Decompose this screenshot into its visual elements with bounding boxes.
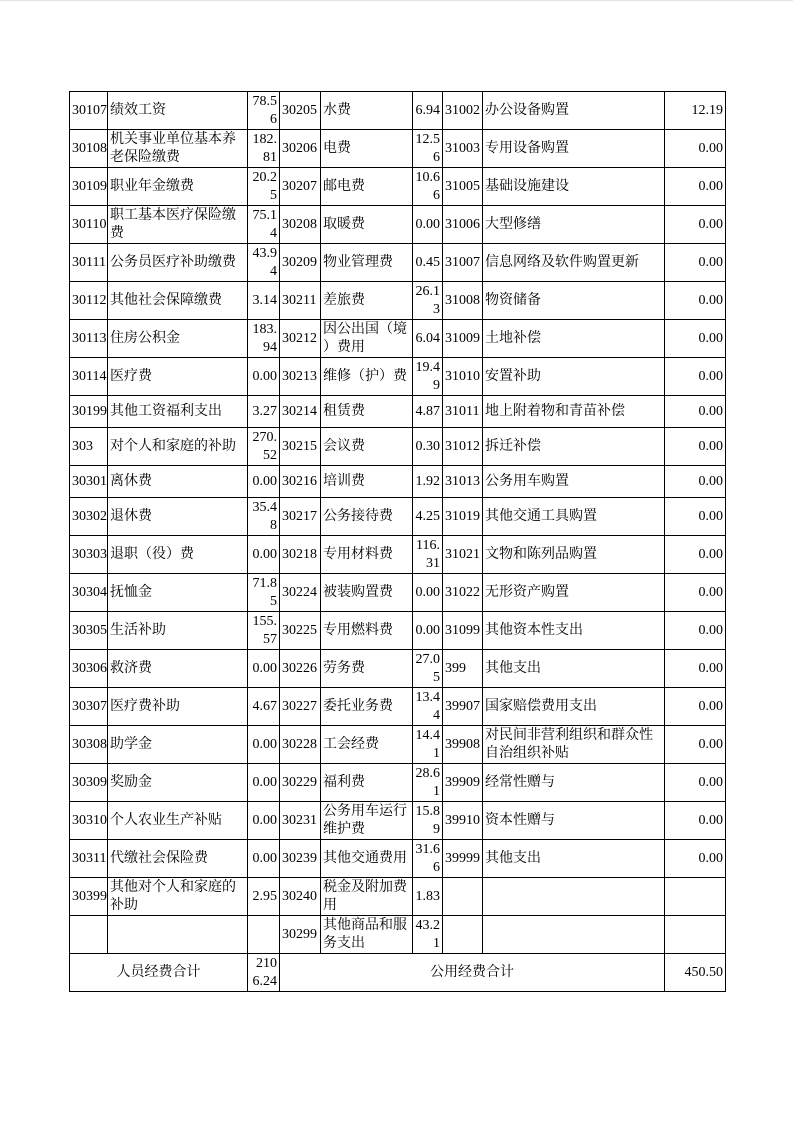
item-value-cell: 3.27 (248, 396, 280, 428)
item-name-cell: 信息网络及软件购置更新 (483, 244, 665, 282)
item-code-cell: 30199 (70, 396, 108, 428)
item-code-cell: 30114 (70, 358, 108, 396)
item-code-cell: 31012 (443, 428, 483, 466)
item-code-cell: 39999 (443, 840, 483, 878)
item-name-cell: 住房公积金 (108, 320, 248, 358)
item-value-cell: 0.00 (248, 764, 280, 802)
item-name-cell: 大型修缮 (483, 206, 665, 244)
item-name-cell: 代缴社会保险费 (108, 840, 248, 878)
item-value-cell: 0.00 (665, 536, 726, 574)
item-name-cell: 被装购置费 (321, 574, 413, 612)
item-code-cell: 30303 (70, 536, 108, 574)
item-code-cell: 30311 (70, 840, 108, 878)
item-name-cell: 职工基本医疗保险缴费 (108, 206, 248, 244)
item-name-cell: 其他对个人和家庭的补助 (108, 878, 248, 916)
item-value-cell: 0.00 (248, 466, 280, 498)
item-code-cell: 30107 (70, 92, 108, 130)
item-code-cell: 31003 (443, 130, 483, 168)
item-name-cell: 电费 (321, 130, 413, 168)
item-name-cell: 基础设施建设 (483, 168, 665, 206)
item-value-cell: 0.00 (665, 244, 726, 282)
item-name-cell: 办公设备购置 (483, 92, 665, 130)
personnel-total-label: 人员经费合计 (70, 954, 248, 992)
item-value-cell: 12.56 (413, 130, 443, 168)
item-code-cell: 30217 (280, 498, 321, 536)
item-name-cell: 培训费 (321, 466, 413, 498)
item-code-cell: 39908 (443, 726, 483, 764)
item-value-cell: 0.00 (665, 612, 726, 650)
item-code-cell: 30211 (280, 282, 321, 320)
item-value-cell: 0.00 (248, 536, 280, 574)
table-row (70, 650, 726, 688)
item-value-cell: 0.00 (665, 840, 726, 878)
item-value-cell: 155.57 (248, 612, 280, 650)
item-value-cell: 78.56 (248, 92, 280, 130)
item-name-cell: 委托业务费 (321, 688, 413, 726)
item-name-cell: 其他商品和服务支出 (321, 916, 413, 954)
table-row (70, 840, 726, 878)
table-row (70, 206, 726, 244)
item-name-cell: 经常性赠与 (483, 764, 665, 802)
item-value-cell: 6.94 (413, 92, 443, 130)
item-value-cell: 0.00 (665, 428, 726, 466)
item-name-cell: 租赁费 (321, 396, 413, 428)
item-code-cell: 30108 (70, 130, 108, 168)
item-name-cell: 国家赔偿费用支出 (483, 688, 665, 726)
item-value-cell (248, 916, 280, 954)
item-name-cell: 医疗费补助 (108, 688, 248, 726)
item-code-cell: 30301 (70, 466, 108, 498)
item-code-cell: 30212 (280, 320, 321, 358)
table-row (70, 916, 726, 954)
item-value-cell: 12.19 (665, 92, 726, 130)
item-value-cell: 0.00 (413, 574, 443, 612)
item-value-cell: 0.00 (665, 320, 726, 358)
item-code-cell: 31010 (443, 358, 483, 396)
item-name-cell: 安置补助 (483, 358, 665, 396)
item-name-cell: 生活补助 (108, 612, 248, 650)
item-name-cell: 差旅费 (321, 282, 413, 320)
item-value-cell: 0.00 (665, 130, 726, 168)
item-value-cell: 35.48 (248, 498, 280, 536)
item-name-cell: 绩效工资 (108, 92, 248, 130)
item-name-cell: 其他交通费用 (321, 840, 413, 878)
item-code-cell: 30113 (70, 320, 108, 358)
item-code-cell: 30302 (70, 498, 108, 536)
item-code-cell: 30110 (70, 206, 108, 244)
item-name-cell: 公务用车运行维护费 (321, 802, 413, 840)
table-row (70, 396, 726, 428)
item-code-cell: 30224 (280, 574, 321, 612)
item-value-cell: 3.14 (248, 282, 280, 320)
item-value-cell: 270.52 (248, 428, 280, 466)
page-edge-line (0, 0, 793, 1)
item-value-cell: 0.00 (248, 358, 280, 396)
item-name-cell: 专用材料费 (321, 536, 413, 574)
item-code-cell: 39909 (443, 764, 483, 802)
item-name-cell: 维修（护）费 (321, 358, 413, 396)
item-code-cell: 303 (70, 428, 108, 466)
item-code-cell: 31021 (443, 536, 483, 574)
item-code-cell: 30229 (280, 764, 321, 802)
item-name-cell: 因公出国（境）费用 (321, 320, 413, 358)
item-value-cell: 75.14 (248, 206, 280, 244)
item-value-cell: 43.21 (413, 916, 443, 954)
item-name-cell: 救济费 (108, 650, 248, 688)
item-name-cell: 公务员医疗补助缴费 (108, 244, 248, 282)
item-name-cell: 土地补偿 (483, 320, 665, 358)
item-name-cell: 拆迁补偿 (483, 428, 665, 466)
item-name-cell: 公务用车购置 (483, 466, 665, 498)
item-code-cell: 30206 (280, 130, 321, 168)
item-code-cell: 31019 (443, 498, 483, 536)
item-name-cell (108, 916, 248, 954)
item-code-cell (70, 916, 108, 954)
item-value-cell (665, 916, 726, 954)
item-value-cell: 27.05 (413, 650, 443, 688)
item-value-cell: 0.00 (248, 650, 280, 688)
item-value-cell: 0.00 (665, 282, 726, 320)
item-code-cell: 30308 (70, 726, 108, 764)
item-code-cell: 30240 (280, 878, 321, 916)
item-value-cell: 1.92 (413, 466, 443, 498)
budget-table-body (70, 92, 726, 954)
table-row (70, 726, 726, 764)
table-row (70, 764, 726, 802)
item-name-cell: 离休费 (108, 466, 248, 498)
item-name-cell: 公务接待费 (321, 498, 413, 536)
item-name-cell: 助学金 (108, 726, 248, 764)
item-value-cell: 0.00 (665, 764, 726, 802)
item-code-cell: 30216 (280, 466, 321, 498)
item-name-cell: 奖励金 (108, 764, 248, 802)
item-name-cell (483, 916, 665, 954)
table-row (70, 878, 726, 916)
item-value-cell: 4.87 (413, 396, 443, 428)
item-code-cell: 30213 (280, 358, 321, 396)
item-value-cell: 31.66 (413, 840, 443, 878)
table-row (70, 574, 726, 612)
item-code-cell: 30310 (70, 802, 108, 840)
table-row (70, 612, 726, 650)
budget-table-footer (70, 954, 726, 992)
item-value-cell: 0.30 (413, 428, 443, 466)
item-name-cell: 资本性赠与 (483, 802, 665, 840)
item-code-cell: 31006 (443, 206, 483, 244)
item-name-cell: 取暖费 (321, 206, 413, 244)
item-name-cell: 其他支出 (483, 650, 665, 688)
item-value-cell: 0.45 (413, 244, 443, 282)
item-code-cell: 30208 (280, 206, 321, 244)
item-code-cell: 30226 (280, 650, 321, 688)
item-code-cell: 30299 (280, 916, 321, 954)
item-name-cell: 邮电费 (321, 168, 413, 206)
item-value-cell: 0.00 (665, 168, 726, 206)
item-code-cell: 30306 (70, 650, 108, 688)
item-code-cell: 30218 (280, 536, 321, 574)
item-value-cell: 0.00 (665, 498, 726, 536)
item-code-cell: 31005 (443, 168, 483, 206)
item-name-cell: 文物和陈列品购置 (483, 536, 665, 574)
item-code-cell: 31011 (443, 396, 483, 428)
item-value-cell: 0.00 (248, 726, 280, 764)
item-value-cell: 4.67 (248, 688, 280, 726)
item-value-cell: 20.25 (248, 168, 280, 206)
table-row (70, 320, 726, 358)
item-name-cell: 其他交通工具购置 (483, 498, 665, 536)
item-value-cell: 0.00 (665, 650, 726, 688)
item-name-cell: 税金及附加费用 (321, 878, 413, 916)
public-total-label: 公用经费合计 (280, 954, 665, 992)
item-value-cell: 182.81 (248, 130, 280, 168)
item-code-cell: 31013 (443, 466, 483, 498)
item-value-cell: 71.85 (248, 574, 280, 612)
table-row (70, 466, 726, 498)
item-code-cell: 30304 (70, 574, 108, 612)
item-name-cell: 地上附着物和青苗补偿 (483, 396, 665, 428)
item-value-cell: 0.00 (248, 840, 280, 878)
table-row (70, 282, 726, 320)
item-code-cell: 30307 (70, 688, 108, 726)
item-code-cell: 31022 (443, 574, 483, 612)
item-code-cell: 30399 (70, 878, 108, 916)
item-code-cell: 30214 (280, 396, 321, 428)
item-value-cell: 0.00 (665, 206, 726, 244)
item-value-cell: 13.44 (413, 688, 443, 726)
item-value-cell: 28.61 (413, 764, 443, 802)
item-code-cell: 30209 (280, 244, 321, 282)
item-value-cell: 2.95 (248, 878, 280, 916)
item-code-cell: 31008 (443, 282, 483, 320)
item-name-cell: 对民间非营利组织和群众性自治组织补贴 (483, 726, 665, 764)
item-value-cell: 10.66 (413, 168, 443, 206)
table-row (70, 688, 726, 726)
item-name-cell: 专用设备购置 (483, 130, 665, 168)
item-name-cell: 物业管理费 (321, 244, 413, 282)
item-value-cell: 19.49 (413, 358, 443, 396)
item-code-cell: 30227 (280, 688, 321, 726)
item-value-cell: 4.25 (413, 498, 443, 536)
item-value-cell: 0.00 (665, 574, 726, 612)
item-value-cell: 0.00 (248, 802, 280, 840)
item-name-cell: 水费 (321, 92, 413, 130)
item-code-cell: 30309 (70, 764, 108, 802)
item-code-cell: 30239 (280, 840, 321, 878)
item-name-cell: 福利费 (321, 764, 413, 802)
totals-row (70, 954, 726, 992)
item-value-cell: 0.00 (665, 726, 726, 764)
item-value-cell: 26.13 (413, 282, 443, 320)
public-total-value: 450.50 (665, 954, 726, 992)
item-name-cell: 专用燃料费 (321, 612, 413, 650)
item-value-cell: 14.41 (413, 726, 443, 764)
item-code-cell: 31007 (443, 244, 483, 282)
item-name-cell: 工会经费 (321, 726, 413, 764)
item-name-cell: 医疗费 (108, 358, 248, 396)
item-name-cell: 对个人和家庭的补助 (108, 428, 248, 466)
item-name-cell: 劳务费 (321, 650, 413, 688)
item-code-cell (443, 878, 483, 916)
item-name-cell: 机关事业单位基本养老保险缴费 (108, 130, 248, 168)
item-value-cell: 6.04 (413, 320, 443, 358)
item-code-cell: 31099 (443, 612, 483, 650)
budget-table (69, 91, 726, 992)
item-name-cell: 会议费 (321, 428, 413, 466)
item-code-cell: 30231 (280, 802, 321, 840)
item-value-cell (665, 878, 726, 916)
item-name-cell: 其他工资福利支出 (108, 396, 248, 428)
item-code-cell: 39907 (443, 688, 483, 726)
item-code-cell: 30111 (70, 244, 108, 282)
item-value-cell: 183.94 (248, 320, 280, 358)
item-code-cell: 399 (443, 650, 483, 688)
item-code-cell: 30112 (70, 282, 108, 320)
item-value-cell: 0.00 (665, 396, 726, 428)
table-row (70, 428, 726, 466)
item-code-cell: 31002 (443, 92, 483, 130)
item-code-cell: 30215 (280, 428, 321, 466)
item-code-cell: 30305 (70, 612, 108, 650)
item-name-cell (483, 878, 665, 916)
item-name-cell: 无形资产购置 (483, 574, 665, 612)
item-value-cell: 0.00 (665, 358, 726, 396)
personnel-total-value: 2106.24 (248, 954, 280, 992)
item-name-cell: 其他社会保障缴费 (108, 282, 248, 320)
item-value-cell: 116.31 (413, 536, 443, 574)
item-value-cell: 0.00 (413, 206, 443, 244)
table-row (70, 244, 726, 282)
item-value-cell: 0.00 (665, 688, 726, 726)
item-name-cell: 职业年金缴费 (108, 168, 248, 206)
table-row (70, 498, 726, 536)
item-name-cell: 抚恤金 (108, 574, 248, 612)
table-row (70, 130, 726, 168)
item-name-cell: 个人农业生产补贴 (108, 802, 248, 840)
item-name-cell: 退职（役）费 (108, 536, 248, 574)
item-name-cell: 物资储备 (483, 282, 665, 320)
table-row (70, 802, 726, 840)
item-value-cell: 43.94 (248, 244, 280, 282)
item-name-cell: 退休费 (108, 498, 248, 536)
item-code-cell: 30205 (280, 92, 321, 130)
item-value-cell: 0.00 (665, 802, 726, 840)
table-row (70, 92, 726, 130)
item-value-cell: 15.89 (413, 802, 443, 840)
item-value-cell: 0.00 (413, 612, 443, 650)
table-row (70, 168, 726, 206)
item-code-cell: 30109 (70, 168, 108, 206)
item-code-cell: 30228 (280, 726, 321, 764)
item-code-cell: 39910 (443, 802, 483, 840)
item-name-cell: 其他支出 (483, 840, 665, 878)
item-code-cell: 30225 (280, 612, 321, 650)
table-row (70, 358, 726, 396)
item-value-cell: 1.83 (413, 878, 443, 916)
item-name-cell: 其他资本性支出 (483, 612, 665, 650)
item-code-cell (443, 916, 483, 954)
item-code-cell: 31009 (443, 320, 483, 358)
table-row (70, 536, 726, 574)
item-value-cell: 0.00 (665, 466, 726, 498)
item-code-cell: 30207 (280, 168, 321, 206)
